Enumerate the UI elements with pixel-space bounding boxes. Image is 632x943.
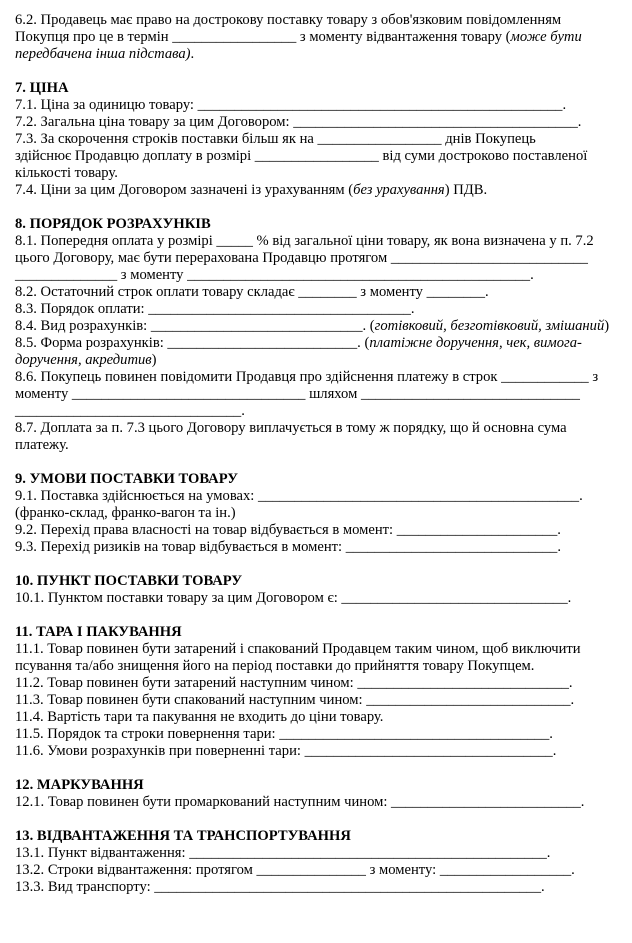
blank-field[interactable]: _______________________________ xyxy=(15,403,242,419)
blank-field[interactable]: _______________ xyxy=(256,862,366,878)
spacer xyxy=(15,760,624,777)
clause-13-2: 13.2. Строки відвантаження: протягом _______________ з моменту: __________________. xyxy=(15,862,575,878)
clause-7-3-line-3: кількості товару. xyxy=(15,165,118,181)
section-8-title: 8. ПОРЯДОК РОЗРАХУНКІВ xyxy=(15,216,211,232)
blank-field[interactable]: _____________________________ xyxy=(357,675,569,691)
blank-field[interactable]: ____________ xyxy=(501,369,589,385)
blank-field[interactable]: _________________________________________________ xyxy=(189,845,547,861)
blank-field[interactable]: _____________________________________ xyxy=(279,726,550,742)
spacer xyxy=(15,556,624,573)
spacer xyxy=(15,454,624,471)
clause-8-7-line-2: платежу. xyxy=(15,437,69,453)
blank-field[interactable]: _________________ xyxy=(317,131,442,147)
blank-field[interactable]: _____ xyxy=(216,233,253,249)
blank-field[interactable]: __________________________________________________ xyxy=(197,97,563,113)
clause-7-4: 7.4. Ціни за цим Договором зазначені із урахуванням (без урахування) ПДВ. xyxy=(15,182,488,198)
clause-11-4: 11.4. Вартість тари та пакування не входить до ціни товару. xyxy=(15,709,384,725)
blank-field[interactable]: ___________________________ xyxy=(390,250,588,266)
clause-13-3: 13.3. Вид транспорту: _____________________________________________________. xyxy=(15,879,545,895)
clause-11-2: 11.2. Товар повинен бути затарений наступним чином: _____________________________. xyxy=(15,675,573,691)
clause-7-3-line-2: здійснює Продавцю доплату в розмірі _________________ від суми достроково поставленої xyxy=(15,148,588,164)
clause-9-3: 9.3. Перехід ризиків на товар відбувається в момент: _____________________________. xyxy=(15,539,561,555)
blank-field[interactable]: _______________________________________________ xyxy=(187,267,531,283)
clause-8-1-line-1: 8.1. Попередня оплата у розмірі _____ % від загальної ціни товару, як вона визначена у п. 7.2 xyxy=(15,233,594,249)
blank-field[interactable]: ______________________ xyxy=(396,522,558,538)
spacer xyxy=(15,63,624,80)
clause-12-1: 12.1. Товар повинен бути промаркований наступним чином: __________________________. xyxy=(15,794,585,810)
clause-8-6-line-3: _______________________________. xyxy=(15,403,245,419)
clause-7-2: 7.2. Загальна ціна товару за цим Договором: _______________________________________. xyxy=(15,114,582,130)
clause-8-3: 8.3. Порядок оплати: ____________________________________. xyxy=(15,301,415,317)
section-11-title: 11. ТАРА І ПАКУВАННЯ xyxy=(15,624,182,640)
blank-field[interactable]: ____________________________________ xyxy=(148,301,411,317)
clause-9-2: 9.2. Перехід права власності на товар відбувається в момент: ______________________. xyxy=(15,522,561,538)
spacer xyxy=(15,199,624,216)
clause-8-6-line-2: моменту ________________________________ шляхом ______________________________ xyxy=(15,386,580,402)
clause-9-1-note: (франко-склад, франко-вагон та ін.) xyxy=(15,505,236,521)
clause-6-2-line-3: передбачена інша підстава). xyxy=(15,46,195,62)
section-7-title: 7. ЦІНА xyxy=(15,80,69,96)
clause-6-2-line-1: 6.2. Продавець має право на дострокову поставку товару з обов'язковим повідомленням xyxy=(15,12,562,28)
spacer xyxy=(15,607,624,624)
clause-7-1: 7.1. Ціна за одиницю товару: __________________________________________________. xyxy=(15,97,567,113)
clause-13-1: 13.1. Пункт відвантаження: _________________________________________________. xyxy=(15,845,551,861)
clause-11-5: 11.5. Порядок та строки повернення тари: _____________________________________. xyxy=(15,726,553,742)
blank-field[interactable]: _____________________________ xyxy=(345,539,558,555)
clause-10-1: 10.1. Пунктом поставки товару за цим Договором є: _______________________________. xyxy=(15,590,572,606)
blank-field[interactable]: ________ xyxy=(426,284,485,300)
blank-field[interactable]: __________________________ xyxy=(391,794,581,810)
blank-field[interactable]: __________________ xyxy=(439,862,572,878)
blank-field[interactable]: _______________________________________ xyxy=(293,114,578,130)
section-13-title: 13. ВІДВАНТАЖЕННЯ ТА ТРАНСПОРТУВАННЯ xyxy=(15,828,351,844)
clause-11-1-line-1: 11.1. Товар повинен бути затарений і спакований Продавцем таким чином, щоб виключити xyxy=(15,641,581,657)
clause-8-4: 8.4. Вид розрахунків: _____________________________. (готівковий, безготівковий, змішаний) xyxy=(15,318,610,334)
blank-field[interactable]: ______________________________ xyxy=(360,386,580,402)
blank-field[interactable]: _____________________________ xyxy=(150,318,363,334)
blank-field[interactable]: _______________________________ xyxy=(341,590,568,606)
clause-6-2-line-2: Покупця про це в термін _________________ з моменту відвантаження товару (може бути xyxy=(15,29,582,45)
clause-8-1-line-3: ______________ з моменту _______________________________________________. xyxy=(15,267,534,283)
spacer xyxy=(15,811,624,828)
blank-field[interactable]: ________________________________ xyxy=(71,386,306,402)
blank-field[interactable]: __________________________________ xyxy=(304,743,553,759)
blank-field[interactable]: _________________ xyxy=(172,29,297,45)
clause-11-6: 11.6. Умови розрахунків при поверненні тари: __________________________________. xyxy=(15,743,557,759)
clause-8-7-line-1: 8.7. Доплата за п. 7.3 цього Договору виплачується в тому ж порядку, що й основна сума xyxy=(15,420,567,436)
clause-8-5-line-2: доручення, акредитив) xyxy=(15,352,157,368)
clause-8-6-line-1: 8.6. Покупець повинен повідомити Продавця про здійснення платежу в строк ____________ з xyxy=(15,369,599,385)
section-12-title: 12. МАРКУВАННЯ xyxy=(15,777,144,793)
blank-field[interactable]: _____________________________________________________ xyxy=(154,879,542,895)
blank-field[interactable]: ______________ xyxy=(15,267,118,283)
blank-field[interactable]: ________ xyxy=(298,284,357,300)
section-10-title: 10. ПУНКТ ПОСТАВКИ ТОВАРУ xyxy=(15,573,243,589)
clause-8-1-line-2: цього Договору, має бути перерахована Продавцю протягом ___________________________ xyxy=(15,250,588,266)
clause-8-5-line-1: 8.5. Форма розрахунків: __________________________. (платіжне доручення, чек, вимога- xyxy=(15,335,582,351)
clause-7-3-line-1: 7.3. За скорочення строків поставки більш як на _________________ днів Покупець xyxy=(15,131,536,147)
blank-field[interactable]: __________________________ xyxy=(167,335,358,351)
clause-11-3: 11.3. Товар повинен бути спакований наступним чином: ____________________________. xyxy=(15,692,575,708)
blank-field[interactable]: ____________________________________________ xyxy=(258,488,580,504)
clause-11-1-line-2: псування та/або знищення його на період поставки до прийняття товару Покупцем. xyxy=(15,658,535,674)
clause-8-2: 8.2. Остаточний строк оплати товару складає ________ з моменту ________. xyxy=(15,284,489,300)
blank-field[interactable]: _________________ xyxy=(254,148,379,164)
section-9-title: 9. УМОВИ ПОСТАВКИ ТОВАРУ xyxy=(15,471,238,487)
blank-field[interactable]: ____________________________ xyxy=(366,692,571,708)
clause-9-1: 9.1. Поставка здійснюється на умовах: ____________________________________________. xyxy=(15,488,583,504)
